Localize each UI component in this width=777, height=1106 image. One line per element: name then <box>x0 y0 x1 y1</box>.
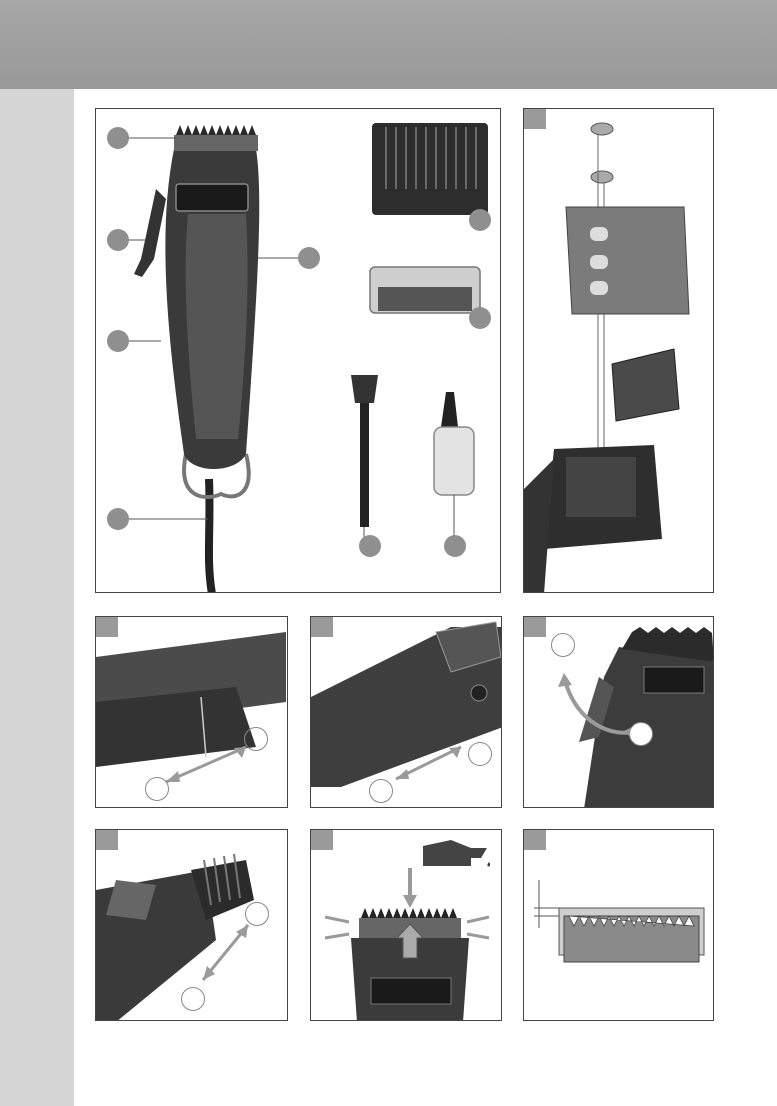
callout-adjust-screw <box>107 330 129 352</box>
step-marker <box>369 779 393 803</box>
step-marker <box>245 902 269 926</box>
callout-guard <box>469 307 491 329</box>
header-bar <box>0 0 777 89</box>
oiling-illustration <box>311 830 502 1021</box>
step-marker <box>551 633 575 657</box>
clipper-overview-illustration <box>96 109 501 593</box>
panel-oiling <box>310 829 502 1021</box>
callout-comb <box>469 209 491 231</box>
step-marker <box>629 722 653 746</box>
step-marker <box>468 742 492 766</box>
panel-lever-adjust <box>95 616 288 808</box>
step-marker <box>181 987 205 1011</box>
step-marker <box>145 777 169 801</box>
panel-overview <box>95 108 501 593</box>
oil-can-icon <box>423 840 487 866</box>
panel-blade-alignment <box>523 829 714 1021</box>
panel-blade-disassembly <box>523 108 714 593</box>
callout-cord <box>107 508 129 530</box>
callout-blade <box>107 127 129 149</box>
callout-switch <box>298 247 320 269</box>
adjust-screw-illustration <box>311 617 502 808</box>
callout-oil <box>444 535 466 557</box>
panel-attach-comb <box>95 829 288 1021</box>
side-strip <box>0 89 74 1106</box>
panel-attach-comb-lever <box>523 616 714 808</box>
lever-adjust-illustration <box>96 617 288 808</box>
blade-disassembly-illustration <box>524 109 714 593</box>
callout-brush <box>359 535 381 557</box>
step-marker <box>244 727 268 751</box>
panel-adjust-screw <box>310 616 502 808</box>
blade-alignment-illustration <box>524 830 714 1021</box>
callout-lever <box>107 229 129 251</box>
